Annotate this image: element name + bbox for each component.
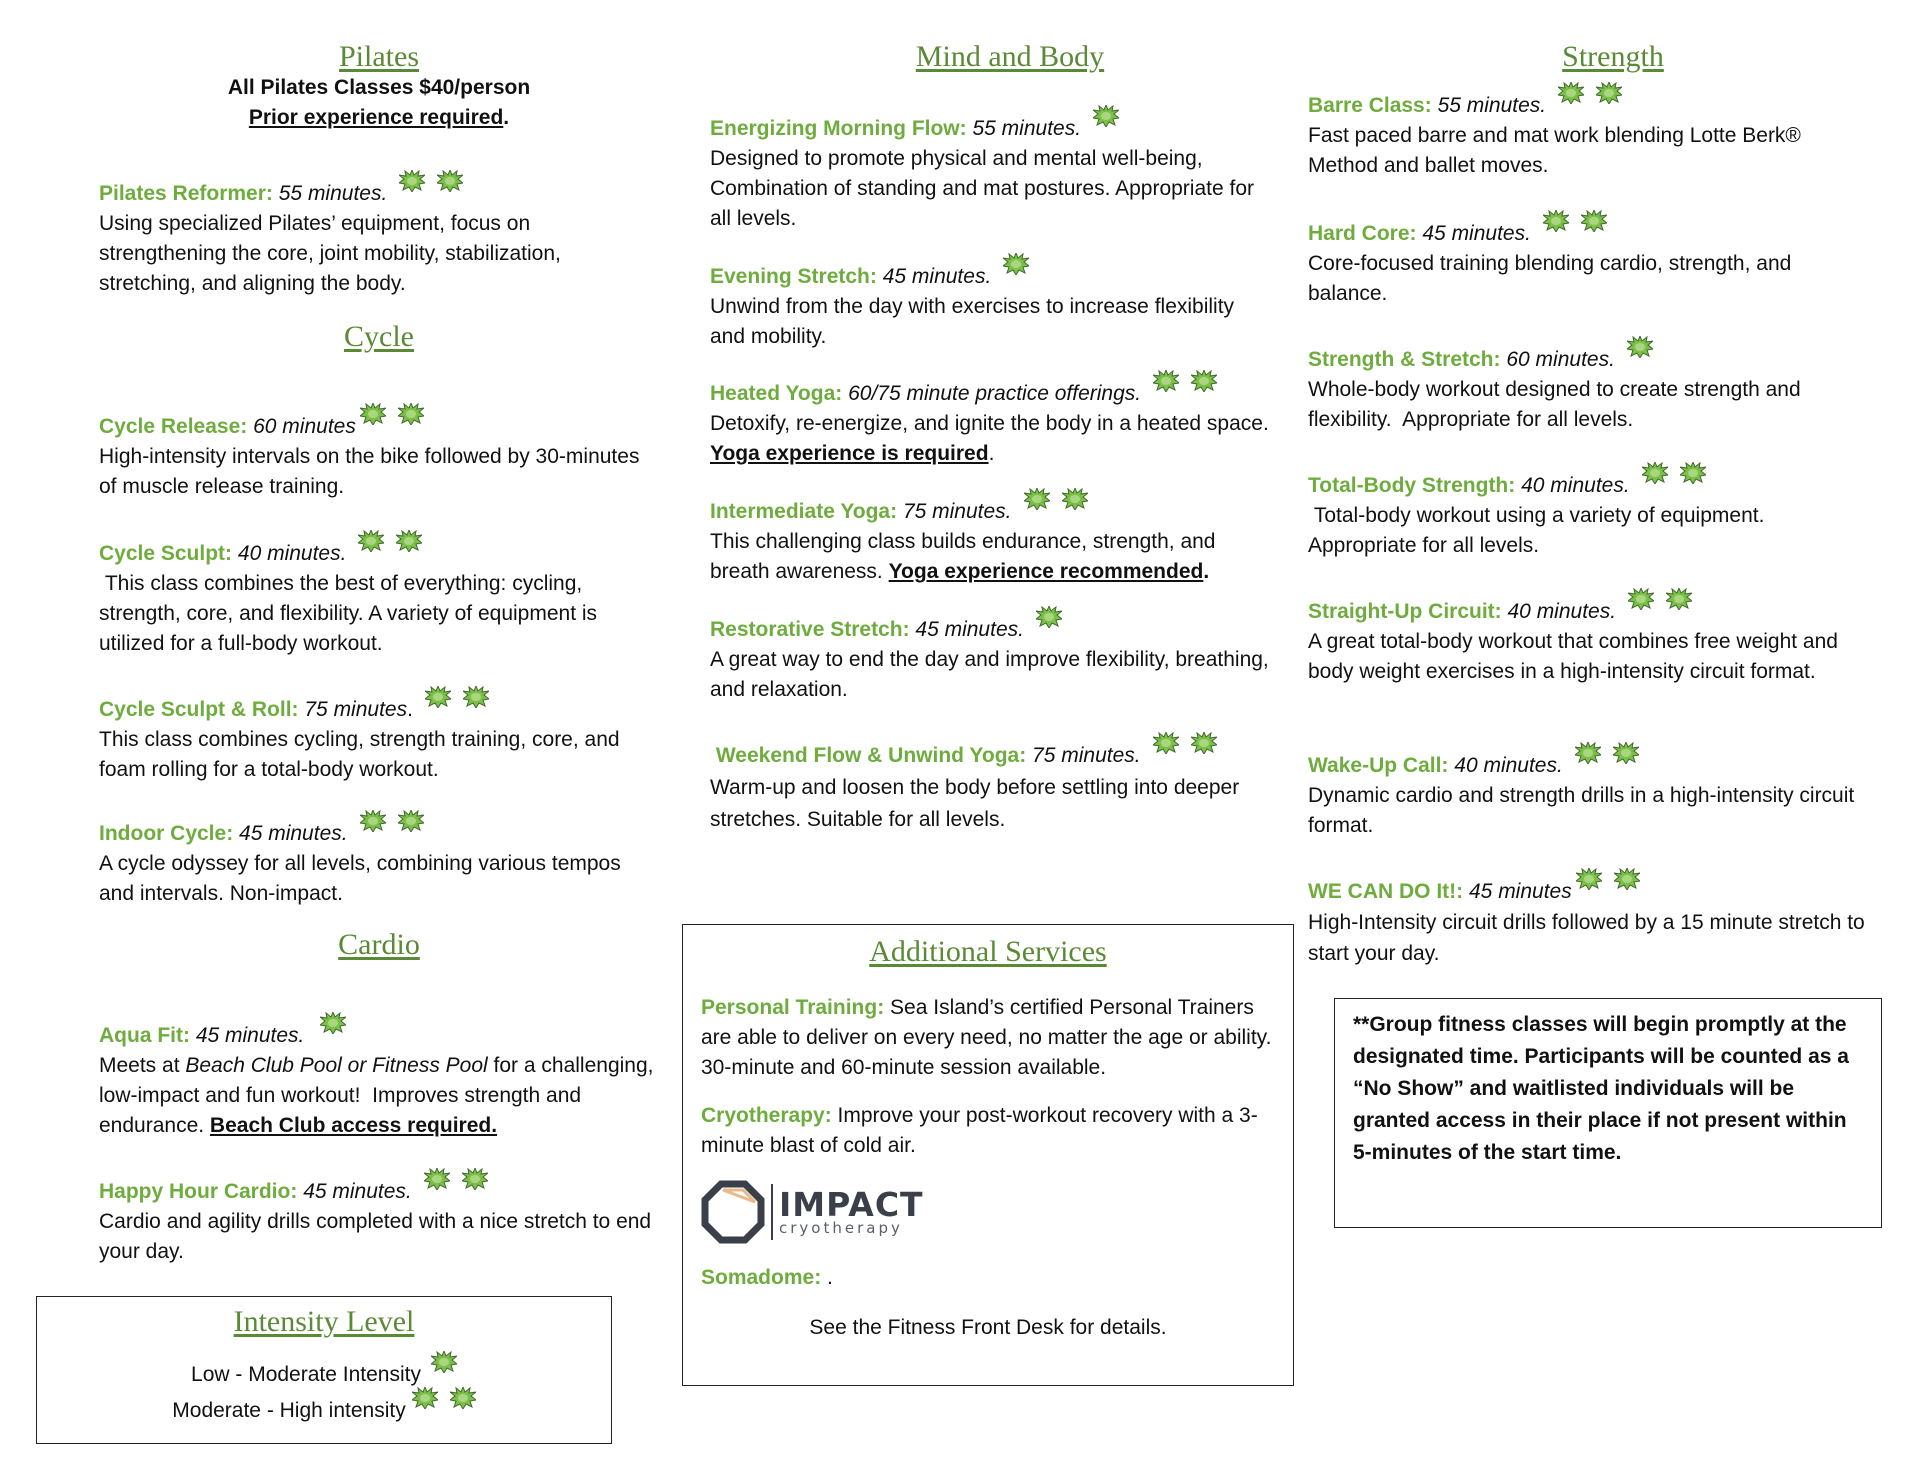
- intensity-burst-icon: [1581, 210, 1607, 232]
- intensity-burst-icon: [360, 403, 386, 425]
- intensity-burst-icon: [425, 686, 451, 708]
- intensity-legend-high: Moderate - High intensity: [37, 1387, 611, 1423]
- class-cycle-release: Cycle Release: 60 minutes High-intensity intervals on the bike followed by 30-minutes of muscle release training.: [99, 403, 659, 502]
- intensity-burst-icon: [1628, 588, 1654, 610]
- logo-word: IMPACT: [779, 1185, 924, 1224]
- cryotherapy-block: Cryotherapy: Improve your post-workout recovery with a 3-minute blast of cold air.: [701, 1104, 1258, 1157]
- intensity-burst-icon: [1191, 732, 1217, 754]
- logo-divider: [771, 1184, 773, 1240]
- intensity-burst-icon: [1191, 370, 1217, 392]
- intensity-legend-box: [36, 1296, 612, 1444]
- class-intermediate-yoga: Intermediate Yoga: 75 minutes. This challenging class builds endurance, strength, and breath awareness. Yoga experience recommended.: [710, 488, 1270, 587]
- intensity-burst-icon: [450, 1387, 476, 1409]
- intensity-burst-icon: [1543, 210, 1569, 232]
- intensity-burst-icon: [1036, 606, 1062, 628]
- intensity-burst-icon: [1093, 105, 1119, 127]
- intensity-burst-icon: [463, 686, 489, 708]
- intensity-legend-low: Low - Moderate Intensity: [37, 1351, 611, 1387]
- class-happy-hour-cardio: Happy Hour Cardio: 45 minutes. Cardio and agility drills completed with a nice stretch to end your day.: [99, 1168, 659, 1267]
- cycle-heading: Cycle: [344, 320, 414, 353]
- pilates-prior-experience: Prior experience required.: [248, 106, 510, 129]
- class-restorative-stretch: Restorative Stretch: 45 minutes. A great way to end the day and improve flexibility, breathing, and relaxation.: [710, 606, 1270, 705]
- intensity-burst-icon: [398, 810, 424, 832]
- logo-sub: cryotherapy: [779, 1219, 903, 1237]
- intensity-burst-icon: [1558, 82, 1584, 104]
- personal-training-block: Personal Training: Sea Island’s certified Personal Trainers are able to deliver on every need, no matter the age or ability. 30-minute and 60-minute session available.: [701, 996, 1272, 1079]
- class-energizing-morning-flow: Energizing Morning Flow: 55 minutes. Designed to promote physical and mental well-being, Combination of standing and mat postures. Appropriate for all levels.: [710, 105, 1270, 234]
- class-we-can-do-it: WE CAN DO It!: 45 minutes High-Intensity circuit drills followed by a 15 minute stretch to start your day.: [1308, 868, 1868, 969]
- intensity-burst-icon: [1576, 868, 1602, 890]
- intensity-burst-icon: [1642, 462, 1668, 484]
- intensity-burst-icon: [1062, 488, 1088, 510]
- class-barre: Barre Class: 55 minutes. Fast paced barre and mat work blending Lotte Berk® Method and ballet moves.: [1308, 82, 1868, 181]
- additional-services-heading: Additional Services: [869, 935, 1107, 968]
- intensity-burst-icon: [399, 170, 425, 192]
- class-hard-core: Hard Core: 45 minutes. Core-focused training blending cardio, strength, and balance.: [1308, 210, 1868, 309]
- intensity-burst-icon: [437, 170, 463, 192]
- intensity-burst-icon: [358, 530, 384, 552]
- intensity-burst-icon: [398, 403, 424, 425]
- class-pilates-reformer: Pilates Reformer: 55 minutes. Using specialized Pilates’ equipment, focus on strengthening the core, joint mobility, stabilization, stretching, and aligning the body.: [99, 170, 659, 299]
- intensity-burst-icon: [462, 1168, 488, 1190]
- intensity-burst-icon: [396, 530, 422, 552]
- intensity-burst-icon: [1596, 82, 1622, 104]
- intensity-burst-icon: [1680, 462, 1706, 484]
- intensity-burst-icon: [1666, 588, 1692, 610]
- intensity-burst-icon: [1024, 488, 1050, 510]
- cardio-heading: Cardio: [338, 928, 420, 961]
- class-total-body-strength: Total-Body Strength: 40 minutes. Total-body workout using a variety of equipment. Appropriate for all levels.: [1308, 462, 1868, 561]
- strength-heading: Strength: [1562, 40, 1664, 73]
- octagon-logo-icon: [701, 1180, 765, 1244]
- intensity-burst-icon: [1153, 370, 1179, 392]
- front-desk-note: See the Fitness Front Desk for details.: [809, 1316, 1167, 1339]
- intensity-burst-icon: [1153, 732, 1179, 754]
- intensity-burst-icon: [1003, 253, 1029, 275]
- no-show-policy-text: **Group fitness classes will begin promptly at the designated time. Participants will be counted as a “No Show” and waitlisted individuals will be granted access in their place if not present within 5-minutes of the start time.: [1353, 1013, 1849, 1164]
- notice-box: [1334, 998, 1882, 1228]
- intensity-burst-icon: [360, 810, 386, 832]
- class-cycle-sculpt: Cycle Sculpt: 40 minutes. This class combines the best of everything: cycling, strength, core, and flexibility. A variety of equipment is utilized for a full-body workout.: [99, 530, 659, 659]
- class-wake-up-call: Wake-Up Call: 40 minutes. Dynamic cardio and strength drills in a high-intensity circuit format.: [1308, 742, 1868, 841]
- additional-services-box: [682, 924, 1294, 1386]
- class-evening-stretch: Evening Stretch: 45 minutes. Unwind from the day with exercises to increase flexibility and mobility.: [710, 253, 1270, 352]
- class-cycle-sculpt-roll: Cycle Sculpt & Roll: 75 minutes. This class combines cycling, strength training, core, and foam rolling for a total-body workout.: [99, 686, 659, 785]
- class-weekend-flow-unwind-yoga: Weekend Flow & Unwind Yoga: 75 minutes. Warm-up and loosen the body before settling into deeper stretches. Suitable for all levels.: [710, 732, 1270, 836]
- class-aqua-fit: Aqua Fit: 45 minutes. Meets at Beach Club Pool or Fitness Pool for a challenging, low-impact and fun workout! Improves strength and endurance. Beach Club access required.: [99, 1012, 659, 1141]
- intensity-legend-heading: Intensity Level: [233, 1305, 415, 1338]
- intensity-burst-icon: [1575, 742, 1601, 764]
- intensity-burst-icon: [412, 1387, 438, 1409]
- intensity-burst-icon: [1613, 742, 1639, 764]
- class-indoor-cycle: Indoor Cycle: 45 minutes. A cycle odyssey for all levels, combining various tempos and intervals. Non-impact.: [99, 810, 659, 909]
- intensity-burst-icon: [320, 1012, 346, 1034]
- class-heated-yoga: Heated Yoga: 60/75 minute practice offerings. Detoxify, re-energize, and ignite the body in a heated space. Yoga experience is required.: [710, 370, 1270, 469]
- class-straight-up-circuit: Straight-Up Circuit: 40 minutes. A great total-body workout that combines free weight and body weight exercises in a high-intensity circuit format.: [1308, 588, 1868, 687]
- intensity-burst-icon: [1627, 336, 1653, 358]
- somadome-block: Somadome: .: [701, 1266, 833, 1289]
- intensity-burst-icon: [431, 1351, 457, 1373]
- class-strength-stretch: Strength & Stretch: 60 minutes. Whole-body workout designed to create strength and flexibility. Appropriate for all levels.: [1308, 336, 1868, 435]
- pilates-heading: Pilates: [339, 40, 419, 73]
- impact-cryotherapy-logo: [701, 1177, 924, 1247]
- intensity-burst-icon: [424, 1168, 450, 1190]
- pilates-price: All Pilates Classes $40/person: [227, 76, 531, 99]
- mind-body-heading: Mind and Body: [915, 40, 1105, 73]
- intensity-burst-icon: [1614, 868, 1640, 890]
